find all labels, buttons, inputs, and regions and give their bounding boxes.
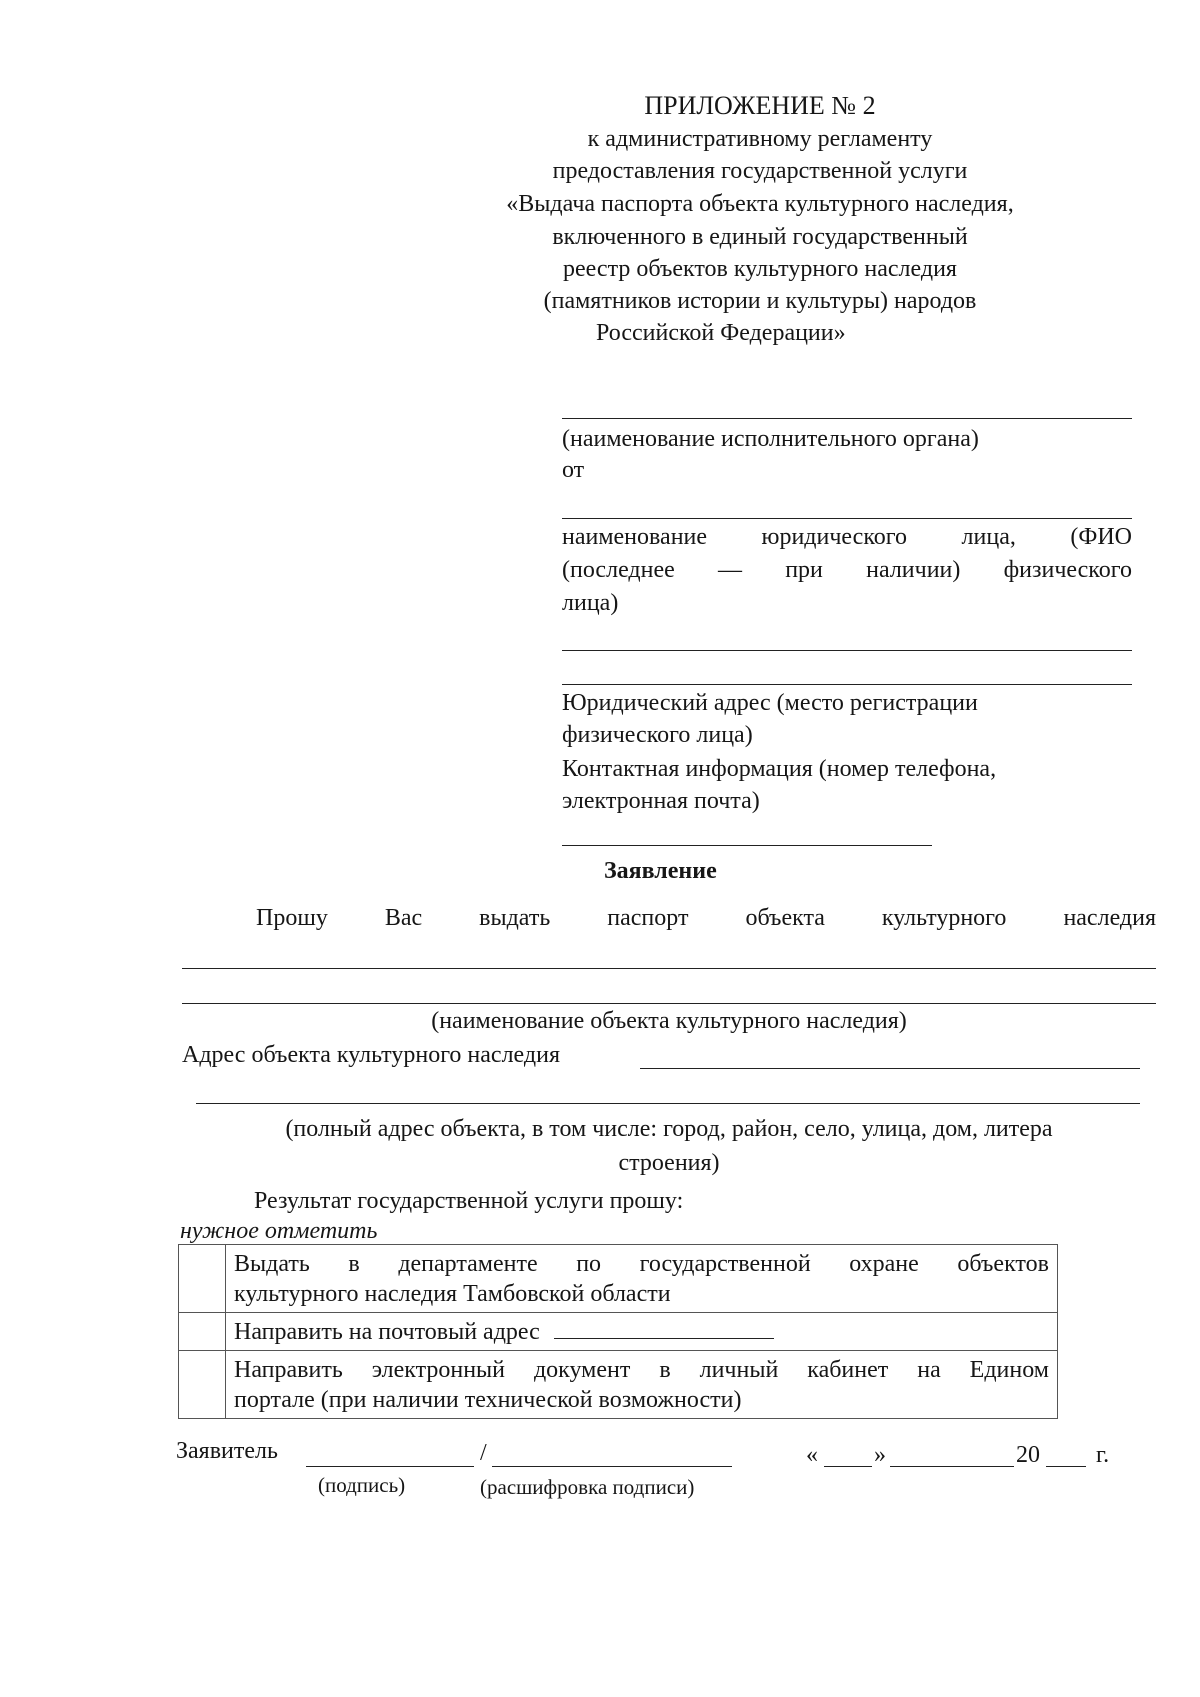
header-line-3: «Выдача паспорта объекта культурного наследия, [506,191,1014,217]
caption-word: физического [1003,557,1132,583]
appendix-title: ПРИЛОЖЕНИЕ № 2 [644,91,876,120]
caption-word: — [717,557,742,583]
option-word: охране [849,1251,919,1277]
option-line [234,1355,1049,1385]
option-word: личный [699,1357,779,1383]
decoding-caption: (расшифровка подписи) [480,1475,695,1499]
organ-caption: (наименование исполнительного органа) [562,426,979,452]
object-address-label: Адрес объекта культурного наследия [182,1042,560,1068]
option-word: департаменте [398,1251,538,1277]
option-word: в [348,1251,360,1277]
option-word: Выдать [234,1251,310,1277]
option-word: объектов [957,1251,1049,1277]
mark-hint: нужное отметить [180,1218,378,1244]
contact-caption-2: электронная почта) [562,788,760,814]
year-suffix: г. [1096,1442,1110,1468]
applicant-caption-line-2 [562,555,1132,585]
caption-word: наименование [562,524,708,550]
postal-address-blank[interactable] [554,1318,774,1339]
option-word: государственной [639,1251,811,1277]
option-word: по [576,1251,602,1277]
applicant-name-blank [562,518,1132,519]
object-name-blank-2 [182,1003,1156,1004]
option-word: документ [533,1357,631,1383]
option-line: Направить на почтовый адрес [234,1319,540,1345]
option-word: на [917,1357,941,1383]
applicant-label: Заявитель [176,1438,278,1464]
option-word: электронный [371,1357,506,1383]
day-blank[interactable] [824,1466,872,1467]
option-line [234,1249,1049,1279]
option-row-department [179,1245,1058,1313]
caption-word: юридического [761,524,908,550]
object-address-caption-2: строения) [618,1150,720,1176]
option-word: кабинет [807,1357,889,1383]
object-address-caption-1: (полный адрес объекта, в том числе: город, район, село, улица, дом, литера [285,1116,1053,1142]
contact-caption-1: Контактная информация (номер телефона, [562,756,997,782]
contact-blank [562,845,932,846]
applicant-caption-line-3: лица) [562,590,619,616]
year-blank[interactable] [1046,1466,1086,1467]
signature-decoding-blank[interactable] [492,1466,732,1467]
address-blank-2 [562,684,1132,685]
request-word: выдать [479,905,551,931]
object-name-blank-1 [182,968,1156,969]
year-prefix: 20 [1016,1442,1040,1468]
from-label: от [562,457,585,483]
quote-close: » [874,1442,886,1468]
caption-word: при [785,557,823,583]
object-address-blank-2 [196,1103,1140,1104]
header-line-2: предоставления государственной услуги [552,158,968,184]
request-word: Вас [384,905,423,931]
organ-name-blank [562,418,1132,419]
header-line-6: (памятников истории и культуры) народов [543,288,977,314]
option-text-postal [226,1313,1058,1351]
request-word: культурного [881,905,1007,931]
header-line-5: реестр объектов культурного наследия [563,256,957,282]
request-word: наследия [1063,905,1156,931]
applicant-caption-line-1 [562,522,1132,552]
statement-title: Заявление [604,858,717,884]
header-line-7: Российской Федерации» [596,320,846,346]
option-word: в [659,1357,671,1383]
request-word: Прошу [256,905,328,931]
legal-address-caption-1: Юридический адрес (место регистрации [562,690,978,716]
option-row-postal [179,1313,1058,1351]
address-blank-1 [562,650,1132,651]
signature-blank[interactable] [306,1466,474,1467]
request-word: объекта [745,905,825,931]
delivery-options-table [178,1244,1058,1419]
option-text-portal [226,1351,1058,1419]
header-line-4: включенного в единый государственный [552,224,968,250]
option-line: портале (при наличии технической возможности) [234,1387,742,1413]
option-checkbox-portal[interactable] [179,1351,226,1419]
header-line-1: к административному регламенту [587,126,933,152]
caption-word: (последнее [562,557,675,583]
option-text-department [226,1245,1058,1313]
signature-caption: (подпись) [318,1473,406,1497]
caption-word: наличии) [866,557,961,583]
option-word: Направить [234,1357,343,1383]
caption-word: (ФИО [1070,524,1132,550]
object-name-caption: (наименование объекта культурного наследия) [431,1008,907,1034]
month-blank[interactable] [890,1466,1014,1467]
legal-address-caption-2: физического лица) [562,722,753,748]
object-address-blank-1 [640,1068,1140,1069]
option-checkbox-department[interactable] [179,1245,226,1313]
option-checkbox-postal[interactable] [179,1313,226,1351]
slash: / [480,1440,487,1466]
option-word: Едином [969,1357,1049,1383]
caption-word: лица, [961,524,1016,550]
request-line [256,903,1156,933]
option-line: культурного наследия Тамбовской области [234,1281,671,1307]
option-row-portal [179,1351,1058,1419]
quote-open: « [806,1442,818,1468]
request-word: паспорт [607,905,689,931]
result-label: Результат государственной услуги прошу: [254,1188,684,1214]
